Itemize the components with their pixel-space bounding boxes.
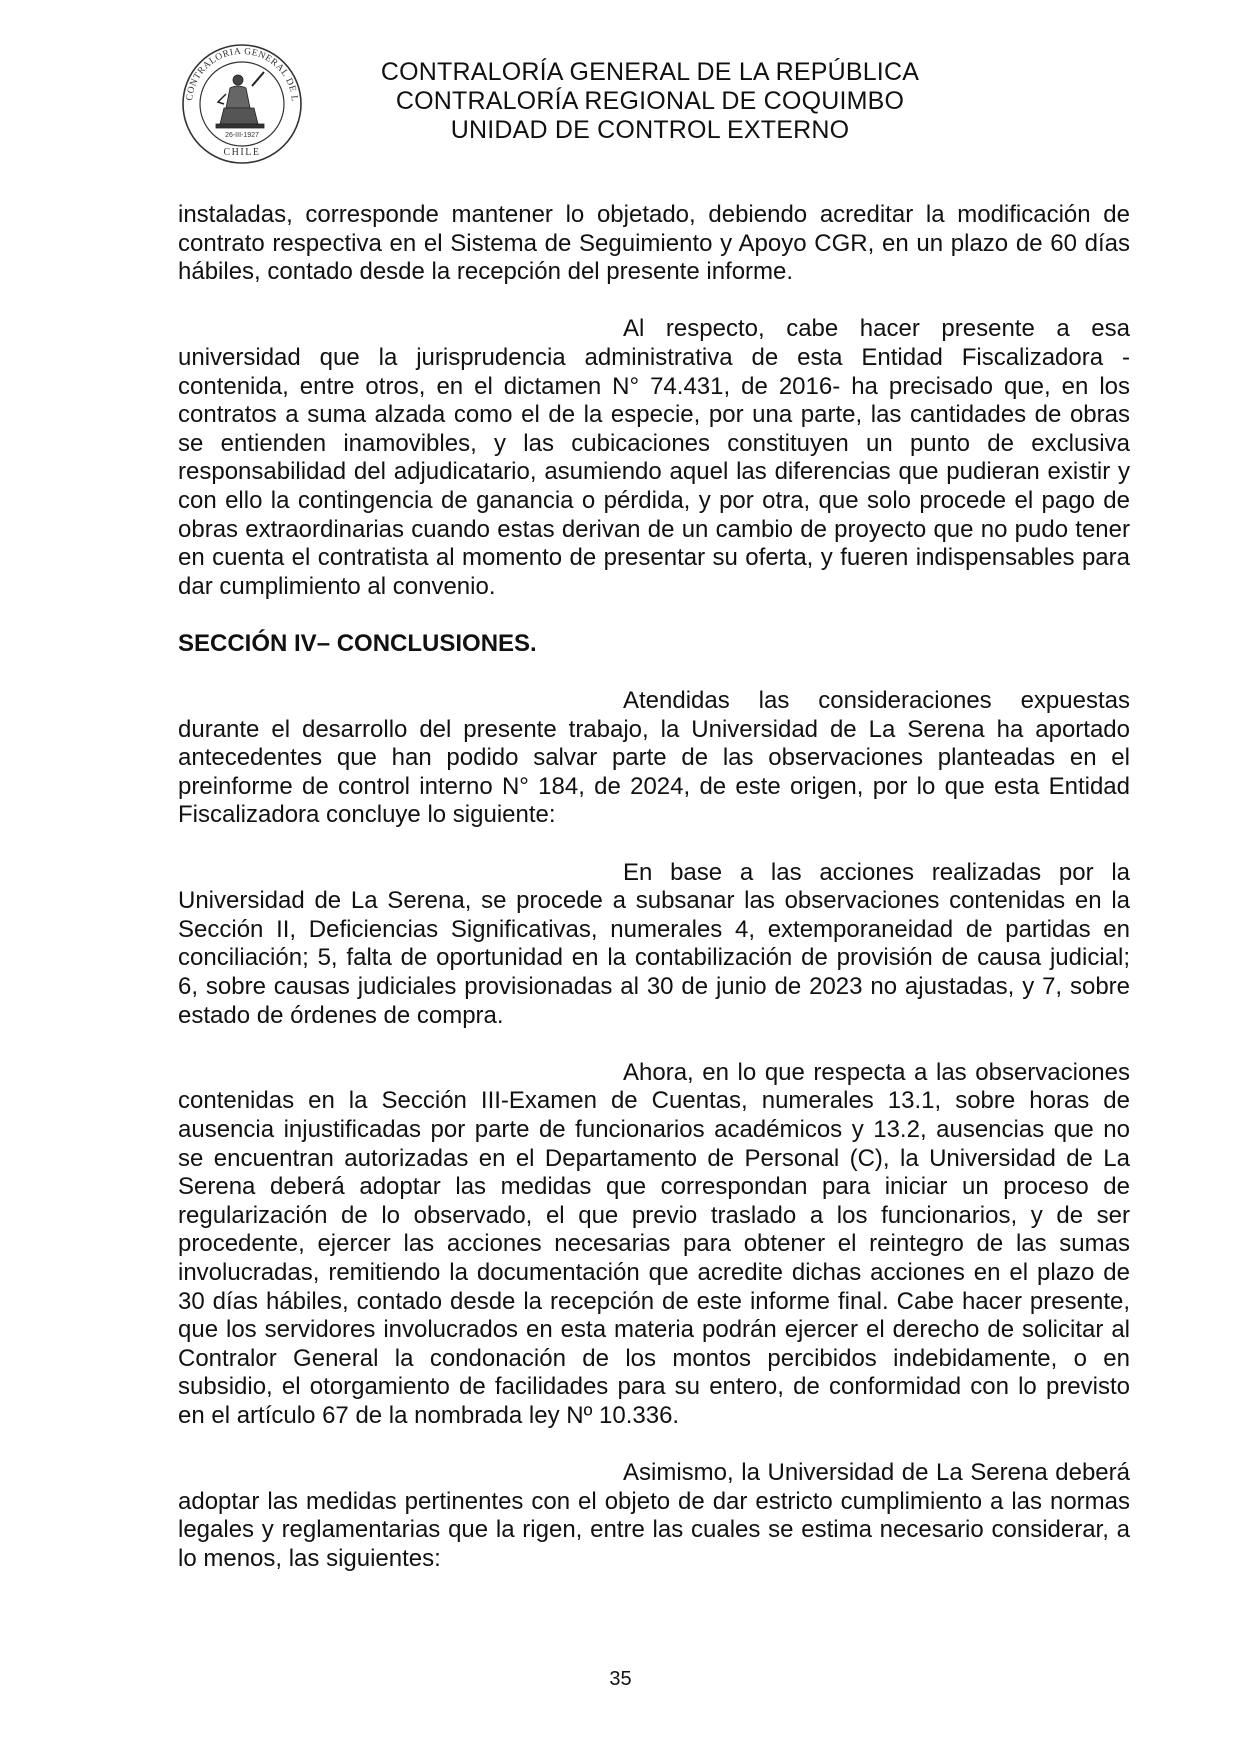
header-line-unidad: UNIDAD DE CONTROL EXTERNO (450, 116, 850, 144)
svg-text:CONTRALORIA GENERAL DE LA REPU: CONTRALORIA GENERAL DE L (185, 46, 300, 103)
paragraph-examen-cuentas: Ahora, en lo que respecta a las observaciones contenidas en la Sección III-Examen de Cuentas, numerales 13.1, sobre horas de ausencia injustificadas por parte de funcionarios académicos y 13.2, ausencias que no se encuentran autorizadas en el Departamento de Personal (C), la Universidad de La Serena deberá adoptar las medidas que correspondan para iniciar un proceso de regularización de lo observado, el que previo traslado a los funcionarios, y de ser procedente, ejercer las acciones necesarias para obtener el reintegro de las sumas involucradas, remitiendo la documentación que acredite dichas acciones en el plazo de 30 días hábiles, contado desde la recepción de este informe final. Cabe hacer presente, que los servidores involucrados en esta materia podrán ejercer el derecho de solicitar al Contralor General la condonación de los montos percibidos indebidamente, o en subsidio, el otorgamiento de facilidades para su entero, de conformidad con lo previsto en el artículo 67 de la nombrada ley Nº 10.336. (178, 1058, 1130, 1429)
document-header (330, 58, 970, 145)
contraloria-seal-logo (180, 42, 304, 166)
svg-text:26-III-1927: 26-III-1927 (225, 132, 259, 139)
paragraph-medidas: Asimismo, la Universidad de La Serena deberá adoptar las medidas pertinentes con el objeto de dar estricto cumplimiento a las normas legales y reglamentarias que la rigen, entre las cuales se estima necesario considerar, a lo menos, las siguientes: (178, 1459, 1130, 1572)
svg-text:CHILE: CHILE (223, 147, 261, 158)
paragraph-jurisprudencia: Al respecto, cabe hacer presente a esa universidad que la jurisprudencia administrativa de esta Entidad Fiscalizadora - contenida, entre otros, en el dictamen N° 74.431, de 2016- ha precisado que, en los contratos a suma alzada como el de la especie, por una parte, las cantidades de obras se entienden inamovibles, y las cubicaciones constituyen un punto de exclusiva responsabilidad del adjudicatario, asumiendo aquel las diferencias que pudieran existir y con ello la contingencia de ganancia o pérdida, y por otra, que solo procede el pago de obras extraordinarias cuando estas derivan de un cambio de proyecto que no pudo tener en cuenta el contratista al momento de presentar su oferta, y fueren indispensables para dar cumplimiento al convenio. (178, 315, 1130, 600)
paragraph-subsanar: En base a las acciones realizadas por la Universidad de La Serena, se procede a subsanar las observaciones contenidas en la Sección II, Deficiencias Significativas, numerales 4, extemporaneidad de partidas en conciliación; 5, falta de oportunidad en la contabilización de provisión de causa judicial; 6, sobre causas judiciales provisionadas al 30 de junio de 2023 no ajustadas, y 7, sobre estado de órdenes de compra. (178, 858, 1130, 1029)
paragraph-consideraciones: Atendidas las consideraciones expuestas durante el desarrollo del presente trabajo, la Universidad de La Serena ha aportado antecedentes que han podido salvar parte de las observaciones planteadas en el preinforme de control interno N° 184, de 2024, de este origen, por lo que esta Entidad Fiscalizadora concluye lo siguiente: (178, 687, 1130, 829)
header-line-contraloria-general: CONTRALORÍA GENERAL DE LA REPÚBLICA (380, 58, 920, 86)
paragraph-continuation: instaladas, corresponde mantener lo objetado, debiendo acreditar la modificación de contrato respectiva en el Sistema de Seguimiento y Apoyo CGR, en un plazo de 60 días hábiles, contado desde la recepción del presente informe. (178, 201, 1130, 286)
header-line-contraloria-regional: CONTRALORÍA REGIONAL DE COQUIMBO (395, 87, 905, 115)
page-number: 35 (609, 1668, 632, 1690)
document-body (178, 201, 1130, 1602)
section-heading-conclusiones: SECCIÓN IV– CONCLUSIONES. (178, 629, 537, 657)
